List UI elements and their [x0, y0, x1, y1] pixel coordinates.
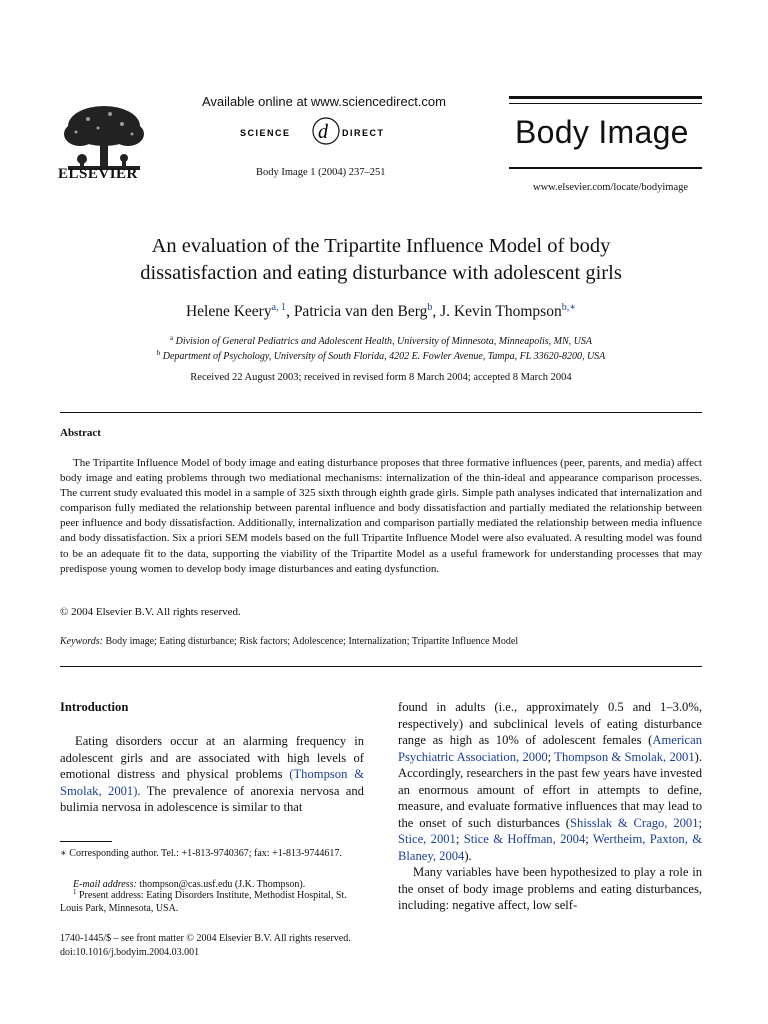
paragraph-text: Eating disorders occur at an alarming frequency in adolescent girls and are associated with high levels of emotional distress and physical problems: [60, 734, 364, 781]
affiliation-b: [60, 349, 702, 362]
right-column-paragraph-2: Many variables have been hypothesized to play a role in the onset of body image problems and eating disturbances, including: negative affect, low self-: [398, 865, 702, 912]
email-address[interactable]: thompson@cas.usf.edu (J.K. Thompson).: [139, 879, 306, 890]
received-dates: Received 22 August 2003; received in revised form 8 March 2004; accepted 8 March 2004: [190, 372, 572, 383]
footnote-rule: [60, 841, 112, 842]
left-column-paragraph: [60, 733, 364, 816]
paragraph-text: ;: [698, 815, 703, 830]
keywords: [60, 636, 518, 647]
citation-link[interactable]: Shisslak & Crago, 2001: [570, 815, 699, 830]
author-list: [60, 302, 702, 321]
front-matter: 1740-1445/$ – see front matter © 2004 Elsevier B.V. All rights reserved.: [60, 933, 351, 944]
keywords-list: Body image; Eating disturbance; Risk factors; Adolescence; Internalization; Tripartite Influence Model: [105, 636, 519, 647]
author-name: J. Kevin Thompson: [440, 303, 562, 320]
email-label: E-mail address:: [73, 879, 137, 890]
abstract-heading: Abstract: [60, 427, 101, 439]
author-affil-mark[interactable]: b,∗: [561, 302, 577, 313]
masthead-rule-top: [509, 96, 702, 99]
available-online-text: Available online at www.sciencedirect.com: [202, 94, 446, 109]
paragraph-text: ;: [585, 832, 593, 846]
footnote-mark: 1: [73, 888, 77, 896]
sd-left-text: SCIENCE: [240, 128, 291, 138]
footnote-corresponding: ∗ Corresponding author. Tel.: +1-813-9740367; fax: +1-813-9744617.: [60, 848, 342, 859]
paragraph-text: ).: [464, 848, 472, 863]
right-column-paragraph: [398, 699, 702, 864]
citation-link[interactable]: Stice & Hoffman, 2004: [463, 832, 586, 846]
author-separator: ,: [286, 303, 294, 320]
author-name: Helene Keery: [185, 303, 272, 320]
journal-title: Body Image: [515, 114, 689, 150]
paragraph-text: found in adults (i.e., approximately 0.5 and 1–3.0%, respectively) and subclinical levels of eating disturbance range as high as 10% of adolescent females (: [398, 700, 702, 747]
title-line-1: An evaluation of the Tripartite Influence Model of body: [151, 235, 611, 257]
masthead-rule-bottom: [509, 167, 702, 169]
journal-reference: Body Image 1 (2004) 237–251: [256, 167, 386, 178]
affiliation-a: [60, 334, 702, 347]
doi[interactable]: doi:10.1016/j.bodyim.2004.03.001: [60, 947, 200, 958]
title-line-2: dissatisfaction and eating disturbance with adolescent girls: [140, 262, 622, 284]
paragraph-text: . The prevalence of anorexia nervosa and bulimia nervosa in adolescence is similar to that: [60, 783, 364, 814]
citation-link[interactable]: Thompson & Smolak, 2001: [554, 749, 695, 764]
citation-link[interactable]: Stice, 2001: [398, 832, 456, 846]
svg-text:d: d: [318, 121, 328, 143]
citation-link[interactable]: Wertheim, Paxton, & Blaney, 2004: [398, 832, 703, 863]
affiliation-text: Division of General Pediatrics and Adolescent Health, University of Minnesota, Minneapolis, MN, USA: [175, 336, 593, 347]
abstract-rule-bottom: [60, 666, 702, 667]
paragraph-text: ). Accordingly, researchers in the past few years have invested an enormous amount of effort in attempts to define, measure, and evaluate formative influences that may lead to the onset of such disturbances (: [398, 749, 702, 830]
affiliation-text: Department of Psychology, University of South Florida, 4202 E. Fowler Avenue, Tampa, FL 33620-8200, USA: [162, 351, 606, 362]
paragraph-text: ;: [547, 749, 555, 764]
affiliation-mark: b: [156, 349, 161, 357]
keywords-label: Keywords:: [60, 636, 103, 647]
abstract-text: The Tripartite Influence Model of body image and eating disturbance proposes that three formative influences (peer, parents, and media) affect body image and eating problems through two mediational mechanisms: internalization of the thin-ideal and appearance comparison processes. The current study evaluated this model in a sample of 325 sixth through eighth grade girls. Simple path analyses indicated that internalization and comparison fully mediated the relationship between parental influence and body dissatisfaction and partially mediated the relationship between peer influence and body dissatisfaction. Additionally, internalization and comparison partially mediated the relationship between media influence and body dissatisfaction. Six a priori SEM models based on the full Tripartite Influence Model were also evaluated. A resulting model was found to be an adequate fit to the data, supporting the viability of the Tripartite Model as a useful framework for understanding processes that may predispose young women to develop body image disturbances and eating dysfunction.: [60, 457, 702, 575]
publisher-name: ELSEVIER: [58, 166, 138, 182]
sd-right-text: DIRECT: [342, 128, 385, 138]
author-affil-mark[interactable]: b: [427, 302, 433, 313]
citation-link[interactable]: American Psychiatric Association, 2000: [398, 733, 702, 764]
citation-link[interactable]: (Thompson & Smolak, 2001): [60, 767, 364, 798]
footnote-present-address: [60, 886, 364, 915]
author-separator: ,: [432, 303, 441, 320]
paragraph-text: ;: [455, 832, 464, 846]
footnote-text: Present address: Eating Disorders Institute, Methodist Hospital, St. Louis Park, Minnesota, USA.: [60, 890, 347, 914]
section-heading-introduction: Introduction: [60, 700, 129, 714]
author-name: Patricia van den Berg: [293, 303, 428, 320]
abstract-rule-top: [60, 412, 702, 413]
masthead-rule-top-thin: [509, 103, 702, 104]
journal-url[interactable]: www.elsevier.com/locate/bodyimage: [533, 182, 689, 193]
abstract-copyright: © 2004 Elsevier B.V. All rights reserved.: [60, 606, 241, 618]
affiliation-mark: a: [169, 334, 174, 342]
author-affil-mark[interactable]: a, 1: [271, 302, 287, 313]
sciencedirect-logo: [240, 114, 410, 148]
article-title: [60, 233, 702, 287]
